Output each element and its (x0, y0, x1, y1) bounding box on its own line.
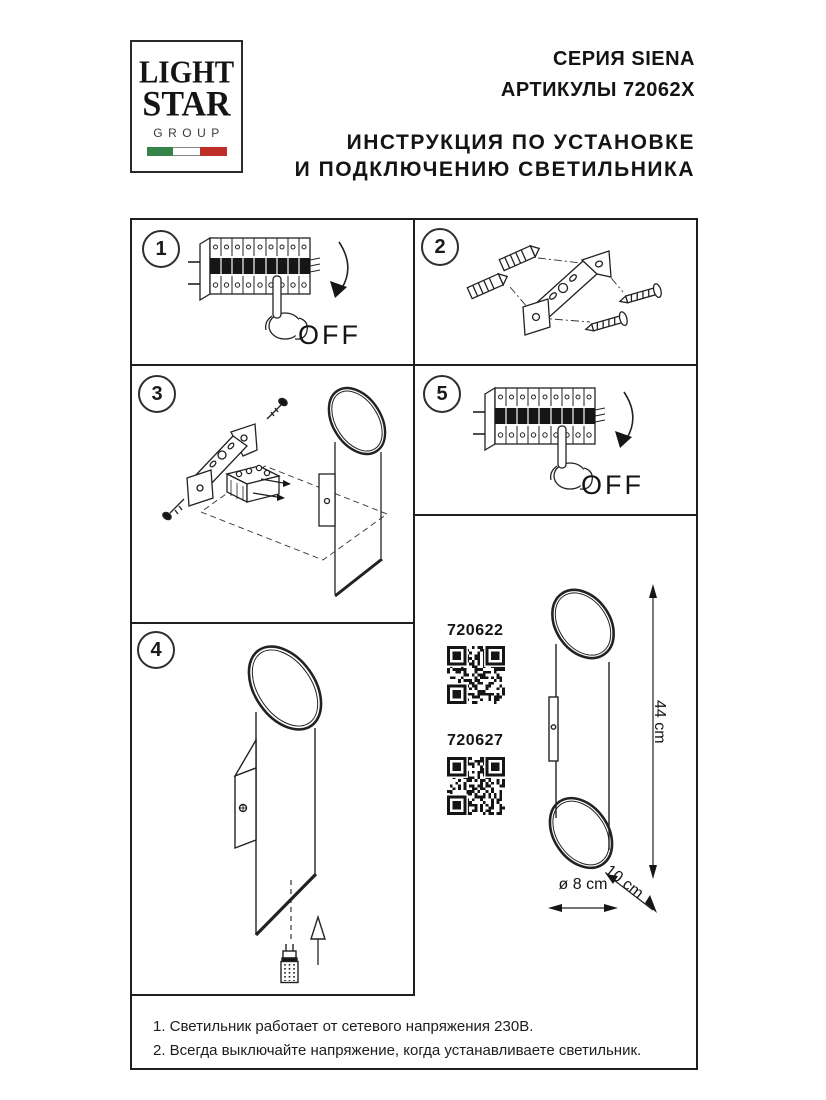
height-dimension-label: 44 cm (651, 700, 668, 744)
qr-code-720622 (447, 646, 505, 704)
grid-line-bottom (130, 1068, 698, 1070)
grid-line-step4-bottom (130, 994, 415, 996)
series-title: СЕРИЯ SIENA (552, 48, 695, 70)
logo-word-star: STAR (142, 85, 231, 124)
articles-title: АРТИКУЛЫ 72062X (500, 79, 695, 101)
header-title-block (225, 44, 695, 183)
mounting-screw (584, 311, 629, 336)
article-number-720627: 720627 (447, 732, 504, 749)
footer-note-2: 2. Всегда выключайте напряжение, когда устанавливаете светильник. (153, 1042, 642, 1059)
instruction-title-line1: ИНСТРУКЦИЯ ПО УСТАНОВКЕ (346, 131, 695, 154)
wall-anchor (467, 271, 509, 299)
grid-line-left (130, 218, 132, 1070)
screw-small (161, 499, 184, 521)
depth-dimension-label: 10 cm (601, 862, 647, 903)
step-4-badge: 4 (137, 631, 175, 669)
step-1-off-label: OFF (298, 320, 361, 350)
grid-line-step5-bottom (413, 514, 698, 516)
italian-flag-bar (147, 147, 227, 156)
step-3-assembly-illustration (135, 372, 411, 622)
qr-code-720627 (447, 757, 505, 815)
step-2-bracket-illustration (420, 228, 690, 363)
diameter-dimension-arrow (548, 904, 618, 912)
screw-small (267, 397, 289, 419)
mounting-screw (618, 283, 663, 308)
step-3-badge: 3 (138, 375, 176, 413)
grid-line-step3-bottom (130, 622, 415, 624)
wall-anchor (499, 243, 541, 271)
step-1-badge: 1 (142, 230, 180, 268)
flag-green-segment (147, 147, 174, 156)
instruction-title-line2: И ПОДКЛЮЧЕНИЮ СВЕТИЛЬНИКА (294, 158, 695, 181)
lamp-tube (317, 378, 396, 596)
step-4-lamp-illustration (135, 626, 411, 990)
halogen-bulb (281, 944, 298, 983)
flag-red-segment (200, 147, 227, 156)
logo-word-group: GROUP (153, 126, 225, 140)
step-5-off-label: OFF (581, 470, 644, 500)
footer-note-1: 1. Светильник работает от сетевого напряжения 230В. (153, 1018, 534, 1035)
flag-white-segment (173, 147, 200, 156)
step-5-badge: 5 (423, 375, 461, 413)
logo-word-light: LIGHT (138, 55, 235, 91)
step-2-badge: 2 (421, 228, 459, 266)
article-number-720622: 720622 (447, 622, 504, 639)
diameter-dimension-label: ø 8 cm (558, 876, 608, 893)
